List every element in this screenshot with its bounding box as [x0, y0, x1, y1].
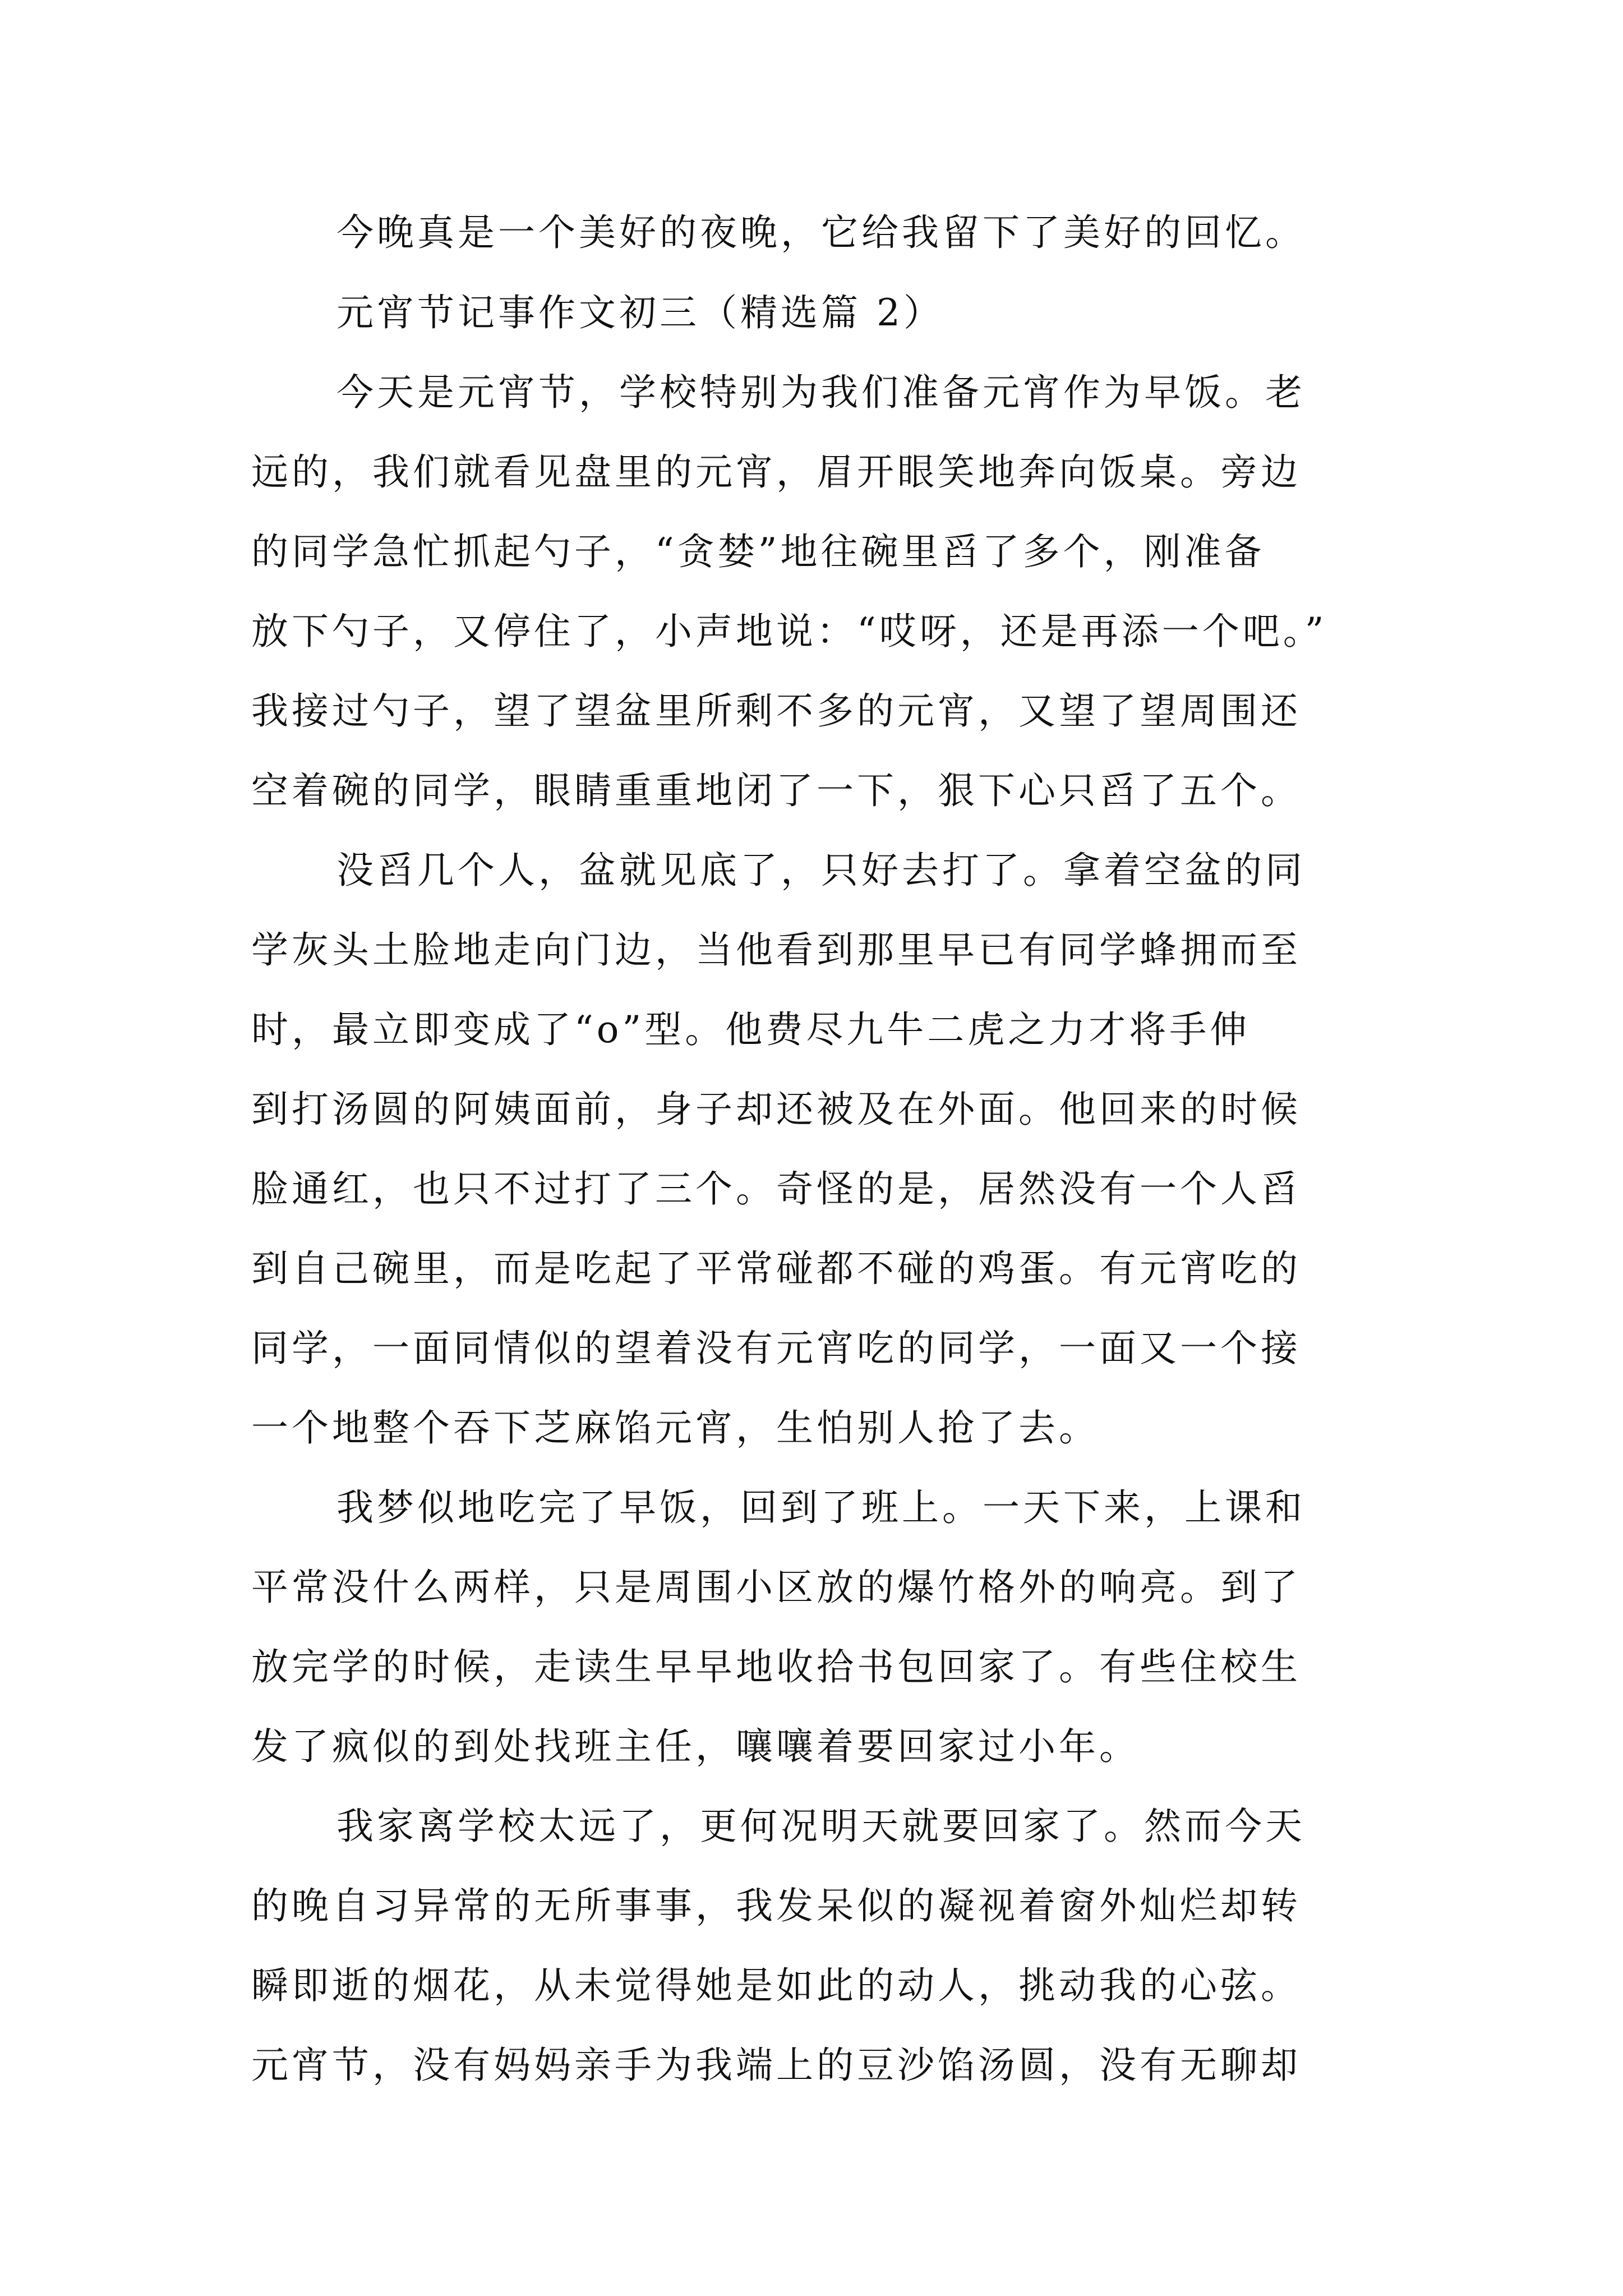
text-line: 的同学急忙抓起勺子，“贪婪”地往碗里舀了多个，刚准备	[251, 530, 1265, 573]
text-line: 没舀几个人，盆就见底了，只好去打了。拿着空盆的同	[336, 849, 1306, 892]
text-line: 空着碗的同学，眼睛重重地闭了一下，狠下心只舀了五个。	[251, 769, 1301, 812]
text-line: 的晚自习异常的无所事事，我发呆似的凝视着窗外灿烂却转	[251, 1884, 1301, 1927]
text-line: 到自己碗里，而是吃起了平常碰都不碰的鸡蛋。有元宵吃的	[251, 1247, 1301, 1290]
text-line: 今天是元宵节，学校特别为我们准备元宵作为早饭。老	[336, 371, 1306, 414]
text-line: 我家离学校太远了，更何况明天就要回家了。然而今天	[336, 1805, 1306, 1848]
text-line: 放下勺子，又停住了，小声地说：“哎呀，还是再添一个吧。”	[251, 610, 1327, 653]
text-line: 放完学的时候，走读生早早地收拾书包回家了。有些住校生	[251, 1645, 1301, 1688]
text-line: 远的，我们就看见盘里的元宵，眉开眼笑地奔向饭桌。旁边	[251, 450, 1301, 494]
text-line: 同学，一面同情似的望着没有元宵吃的同学，一面又一个接	[251, 1327, 1301, 1370]
text-line: 发了疯似的到处找班主任，嚷嚷着要回家过小年。	[251, 1725, 1140, 1768]
text-line: 学灰头土脸地走向门边，当他看到那里早已有同学蜂拥而至	[251, 928, 1301, 972]
text-line: 瞬即逝的烟花，从未觉得她是如此的动人，挑动我的心弦。	[251, 1964, 1301, 2007]
text-line: 我接过勺子，望了望盆里所剩不多的元宵，又望了望周围还	[251, 689, 1301, 733]
text-line: 我梦似地吃完了早饭，回到了班上。一天下来，上课和	[336, 1486, 1306, 1529]
section-heading: 元宵节记事作文初三（精选篇 2）	[336, 291, 944, 334]
text-line: 今晚真是一个美好的夜晚，它给我留下了美好的回忆。	[336, 211, 1306, 254]
text-line: 脸通红，也只不过打了三个。奇怪的是，居然没有一个人舀	[251, 1167, 1301, 1211]
text-line: 平常没什么两样，只是周围小区放的爆竹格外的响亮。到了	[251, 1566, 1301, 1609]
text-line: 时，最立即变成了“o”型。他费尽九牛二虎之力才将手伸	[251, 1008, 1251, 1051]
text-line: 到打汤圆的阿姨面前，身子却还被及在外面。他回来的时候	[251, 1088, 1301, 1131]
text-line: 一个地整个吞下芝麻馅元宵，生怕别人抢了去。	[251, 1406, 1099, 1450]
text-line: 元宵节，没有妈妈亲手为我端上的豆沙馅汤圆，没有无聊却	[251, 2044, 1301, 2087]
